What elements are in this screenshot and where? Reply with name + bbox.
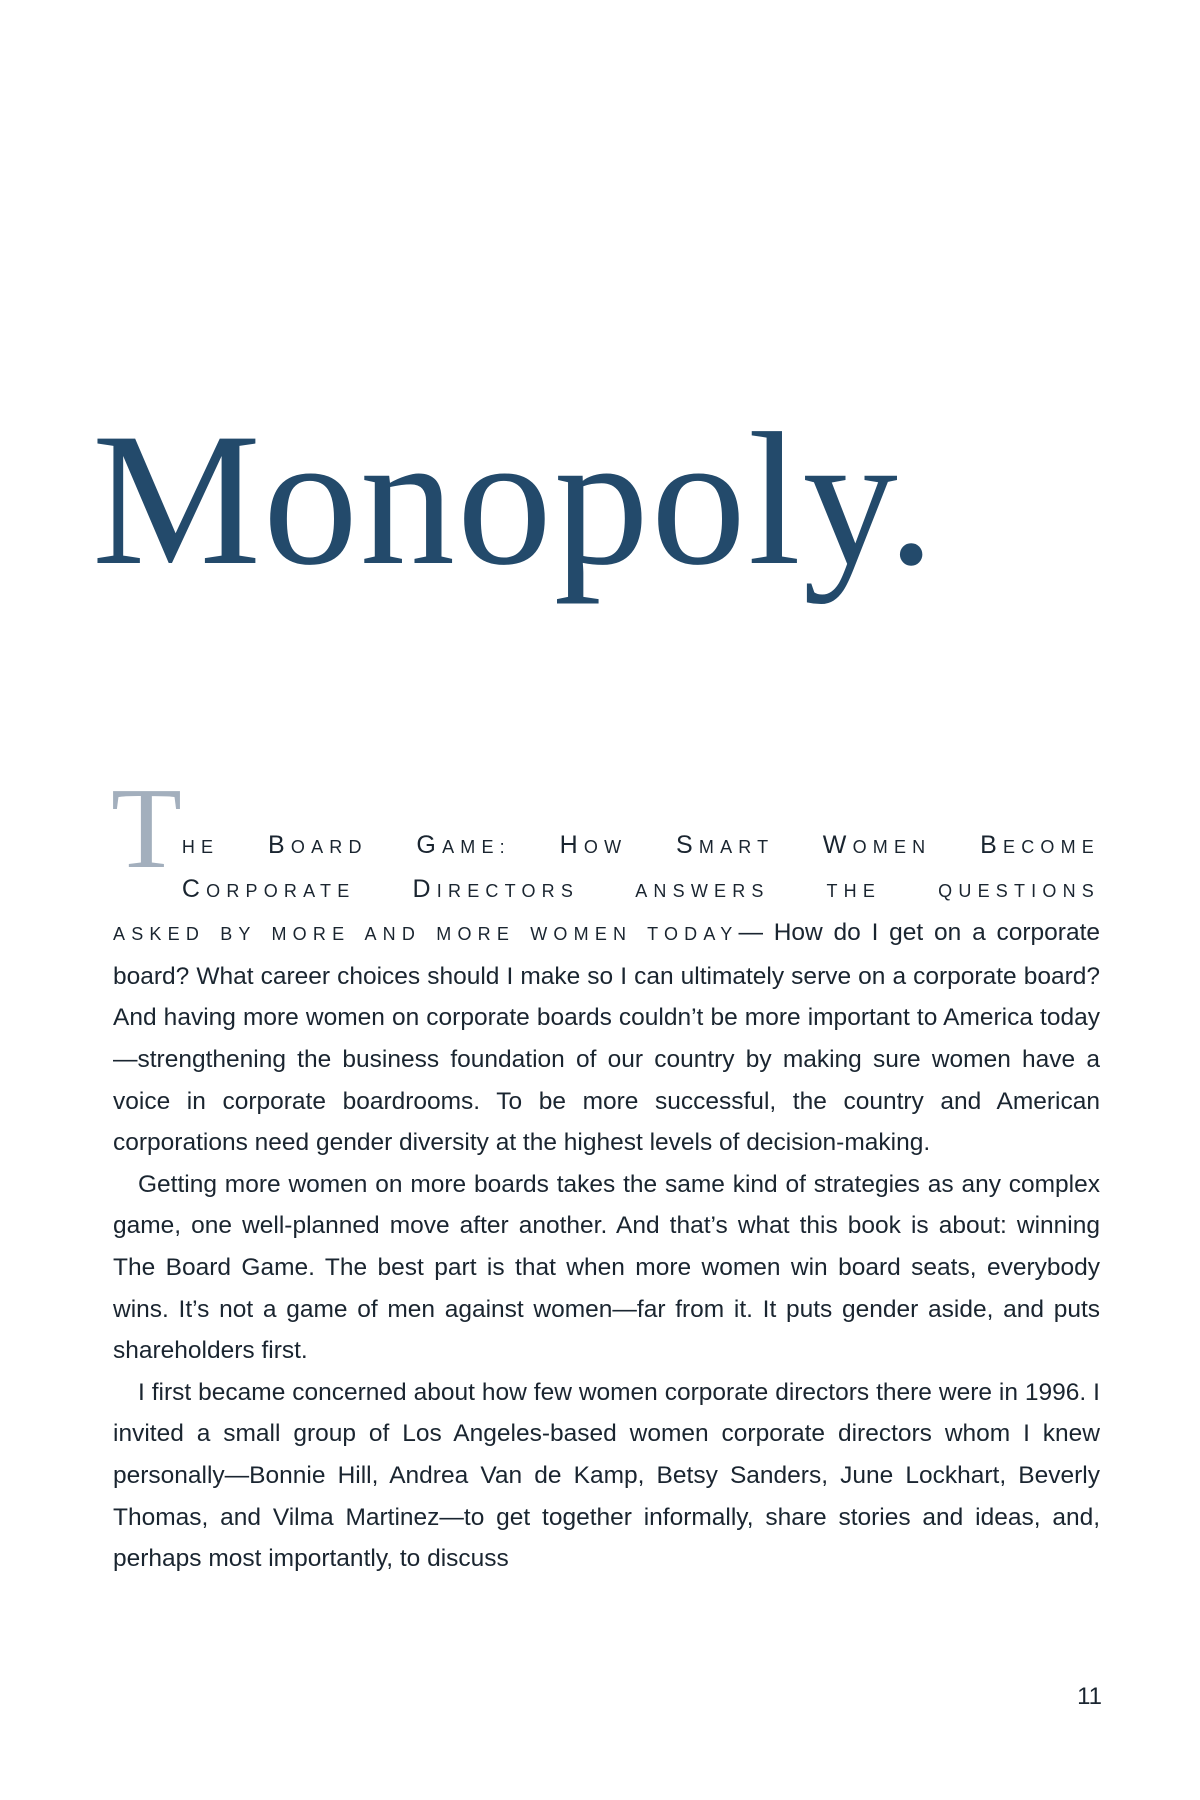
- drop-cap: T: [111, 765, 182, 893]
- paragraph-3: I first became concerned about how few women corporate directors there were in 1996. I invited a small group of Los Angeles-based women corporate directors whom I knew personally—Bonnie Hill, Andrea Van de Kamp, Betsy Sanders, June Lockhart, Beverly Thomas, and Vilma Martinez—to get together informally, share stories and ideas, and, perhaps most importantly, to discuss: [113, 1378, 1100, 1573]
- lead-word: DIRECTORS: [412, 874, 580, 903]
- paragraph-2: Getting more women on more boards takes the same kind of strategies as any complex game, one well-planned move after another. And that’s what this book is about: winning The Board Game. The best part is that when more women win board seats, everybody wins. It’s not a game of men against women—far from it. It puts gender aside, and puts shareholders first.: [113, 1170, 1100, 1365]
- lead-word: ANSWERS: [635, 880, 770, 901]
- page-number: 11: [1077, 1683, 1102, 1710]
- lead-line-1: [113, 782, 1100, 869]
- lead-word: WOMEN: [822, 831, 932, 859]
- lead-line-2: [113, 869, 1100, 913]
- paragraph-1-text: a corporate board? What career choices should I make so I can ultimately serve on a corporate board? And having more women on corporate boards couldn’t be more important to America today—strengthening the business foundation of our country by making sure women have a voice in corporate boardrooms. To be more successful, the country and American corporations need gender diversity at the highest levels of decision-making.: [113, 919, 1100, 1157]
- lead-word: CORPORATE: [181, 874, 356, 903]
- lead-word: HE: [181, 837, 220, 857]
- lead-word: BECOME: [980, 831, 1101, 859]
- lead-word: THE: [826, 880, 882, 901]
- lead-word: BOARD: [268, 831, 368, 859]
- lead-word: QUESTIONS: [938, 880, 1100, 901]
- lead-line-3-smallcaps: ASKED BY MORE AND MORE WOMEN TODAY: [113, 924, 739, 945]
- lead-word: HOW: [559, 831, 628, 859]
- chapter-body: [111, 765, 1101, 1580]
- lead-line-3-rest: — How do I get on: [738, 919, 962, 947]
- opening-paragraph: [111, 765, 1101, 1164]
- lead-word: SMART: [676, 831, 775, 859]
- lead-word: GAME:: [416, 831, 511, 859]
- chapter-title: Monopoly.: [92, 395, 937, 605]
